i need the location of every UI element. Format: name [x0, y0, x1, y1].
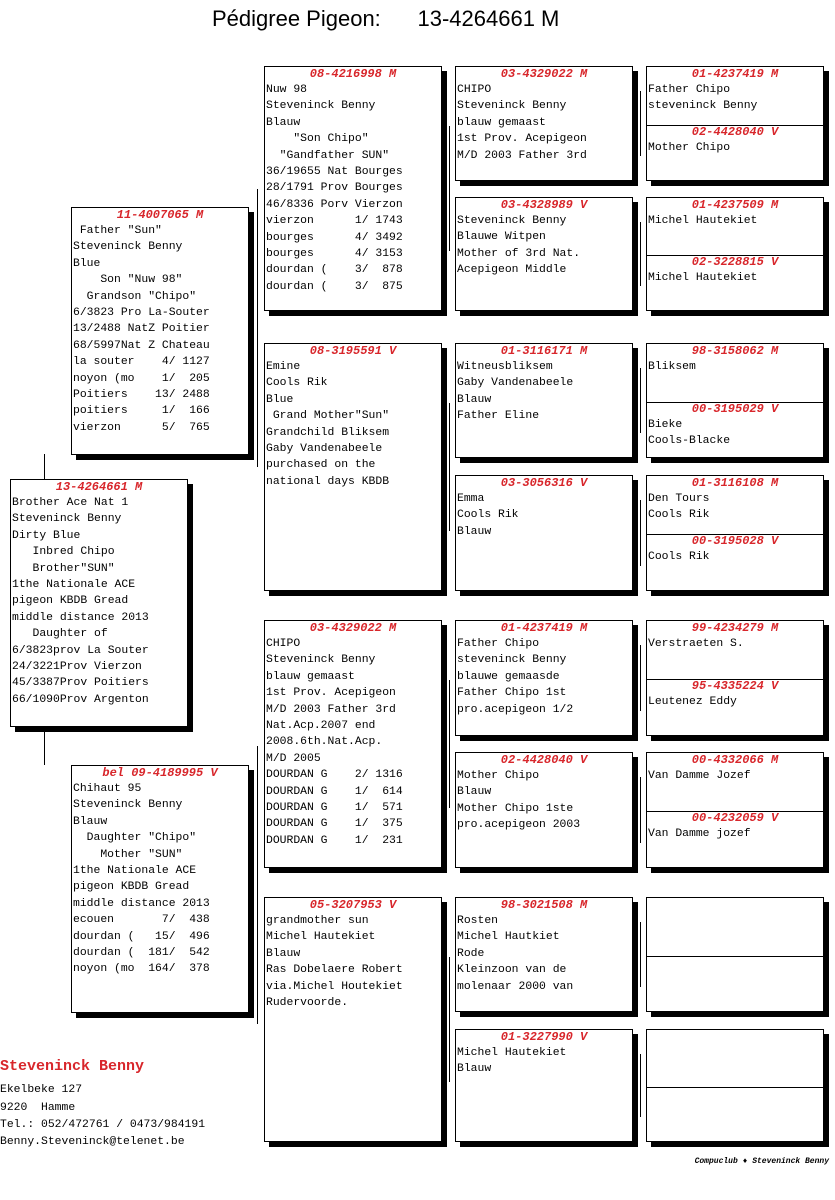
info-line: Son "Nuw 98"	[73, 274, 183, 287]
info-line: 1st Prov. Acepigeon	[266, 687, 396, 700]
info-line: pro.acepigeon 2003	[457, 819, 581, 832]
sire-section	[647, 198, 823, 255]
info-line: molenaar 2000 van	[457, 980, 574, 993]
info-line: CHIPO	[266, 638, 301, 650]
info-line: Steveninck Benny	[73, 799, 183, 812]
connector-line	[640, 645, 641, 711]
info-line: pro.acepigeon 1/2	[457, 703, 574, 716]
ring-number: 01-3116171 M	[500, 344, 588, 358]
info-line: vierzon 1/ 1743	[266, 215, 403, 228]
info-line: blauw gemaast	[266, 670, 355, 683]
mother-box	[71, 765, 249, 1013]
info-line: Cools-Blacke	[648, 435, 731, 448]
info-line: national days KBDB	[266, 475, 390, 488]
dam-section	[647, 679, 823, 735]
info-line: dourdan ( 3/ 875	[266, 280, 403, 293]
info-line: Cools Rik	[648, 551, 710, 563]
divider	[647, 255, 823, 256]
great-grandparent-box	[455, 752, 633, 868]
ring-number: 00-3195028 V	[691, 534, 779, 548]
info-line: Michel Hautekiet	[457, 1047, 567, 1059]
ancestor-pair-box	[646, 66, 824, 181]
ring-number: 05-3207953 V	[309, 898, 397, 912]
sire-section	[647, 753, 823, 811]
info-line: Michel Hautekiet	[648, 215, 758, 227]
divider	[647, 811, 823, 812]
grandparent-box	[264, 343, 442, 591]
ancestor-pair-box	[646, 1029, 824, 1142]
info-line: 6/3823 Pro La-Souter	[73, 307, 210, 320]
info-line: Mother "SUN"	[73, 848, 183, 861]
grandparent-box	[264, 897, 442, 1142]
info-line: Daughter of	[12, 628, 108, 641]
ring-number: 01-3227990 V	[500, 1030, 588, 1044]
ring-number: 13-4264661 M	[55, 480, 143, 494]
info-line: vierzon 5/ 765	[73, 421, 210, 434]
info-line: 2008.6th.Nat.Acp.	[266, 736, 383, 749]
info-line: purchased on the	[266, 459, 376, 472]
info-line: DOURDAN G 1/ 571	[266, 802, 403, 815]
ring-number: 01-4237419 M	[691, 67, 779, 81]
info-line: Grand Mother"Sun"	[266, 410, 390, 423]
info-line: Rode	[457, 947, 485, 960]
info-line: Michel Hautkiet	[457, 931, 560, 944]
info-line: Steveninck Benny	[73, 241, 183, 254]
info-line: Father Eline	[457, 410, 540, 423]
info-line: CHIPO	[457, 84, 492, 96]
footer-credit: Compuclub ♦ Steveninck Benny	[694, 1157, 829, 1166]
divider	[647, 125, 823, 126]
info-line: la souter 4/ 1127	[73, 356, 210, 369]
info-line: M/D 2005	[266, 752, 321, 765]
info-line: grandmother sun	[266, 915, 369, 927]
info-line: M/D 2003 Father 3rd	[457, 149, 587, 162]
ring-number: 02-3228815 V	[691, 255, 779, 269]
ring-number: bel 09-4189995 V	[102, 766, 218, 780]
info-line: pigeon KBDB Gread	[73, 881, 190, 894]
info-line: noyon (mo 164/ 378	[73, 963, 210, 976]
info-line: "Gandfather SUN"	[266, 149, 390, 162]
owner-email: Benny.Steveninck@telenet.be	[0, 1136, 185, 1148]
subject-pigeon-box	[10, 479, 188, 727]
ring-number	[647, 1087, 823, 1102]
ring-number: 08-4216998 M	[309, 67, 397, 81]
grandparent-box	[264, 66, 442, 311]
info-line: Bieke	[648, 419, 683, 431]
connector-line	[640, 91, 641, 156]
info-line: Grandson "Chipo"	[73, 290, 197, 303]
great-grandparent-box	[455, 1029, 633, 1142]
ring-number: 01-4237419 M	[500, 621, 588, 635]
great-grandparent-box	[455, 475, 633, 591]
info-line: Bliksem	[648, 361, 696, 373]
ring-number: 00-4332066 M	[691, 753, 779, 767]
info-line: Blauw	[266, 116, 301, 129]
info-line: 24/3221Prov Vierzon	[12, 661, 142, 674]
info-line: Daughter "Chipo"	[73, 832, 197, 845]
connector-line	[640, 922, 641, 987]
info-line: Brother Ace Nat 1	[12, 497, 129, 509]
info-line: dourdan ( 3/ 878	[266, 264, 403, 277]
info-line: "Son Chipo"	[266, 133, 369, 146]
divider	[647, 402, 823, 403]
info-line: Michel Hautekiet	[648, 272, 758, 284]
info-line: Father Chipo 1st	[457, 687, 567, 700]
info-line: Father "Sun"	[73, 225, 162, 237]
info-line: bourges 4/ 3492	[266, 231, 403, 244]
ring-number: 11-4007065 M	[116, 208, 204, 222]
info-line: Blue	[73, 257, 101, 270]
info-line: dourdan ( 181/ 542	[73, 947, 210, 960]
info-line: Mother Chipo	[648, 142, 731, 154]
ring-number: 02-4428040 V	[500, 753, 588, 767]
father-box	[71, 207, 249, 455]
info-line: Brother"SUN"	[12, 562, 115, 575]
ring-number: 95-4335224 V	[691, 679, 779, 693]
info-line: Blauw	[457, 525, 492, 538]
divider	[647, 679, 823, 680]
info-line: Poitiers 13/ 2488	[73, 389, 210, 402]
ring-number	[647, 898, 823, 913]
info-line: Blue	[266, 393, 294, 406]
grandparent-box	[264, 620, 442, 868]
info-line: ecouen 7/ 438	[73, 914, 210, 927]
info-line: Rudervoorde.	[266, 997, 349, 1010]
connector-line	[257, 189, 258, 467]
info-line: Ras Dobelaere Robert	[266, 964, 403, 977]
info-line: DOURDAN G 1/ 614	[266, 785, 403, 798]
info-line: 28/1791 Prov Bourges	[266, 182, 403, 195]
info-line: middle distance 2013	[12, 611, 149, 624]
connector-line	[449, 126, 450, 251]
info-line: Blauwe Witpen	[457, 231, 546, 244]
info-line: blauw gemaast	[457, 116, 546, 129]
info-line: Blauw	[457, 393, 492, 406]
info-line: Van Damme jozef	[648, 828, 751, 840]
connector-line	[44, 454, 45, 480]
owner-phone: Tel.: 052/472761 / 0473/984191	[0, 1119, 206, 1131]
info-line: Blauw	[457, 1063, 492, 1076]
info-line: 1st Prov. Acepigeon	[457, 133, 587, 146]
info-line: 45/3387Prov Poitiers	[12, 677, 149, 690]
info-line: Chihaut 95	[73, 783, 142, 795]
title-ring: 13-4264661 M	[417, 6, 560, 31]
info-line: steveninck Benny	[648, 100, 758, 113]
ring-number: 98-3158062 M	[691, 344, 779, 358]
divider	[647, 534, 823, 535]
info-line: 1the Nationale ACE	[12, 579, 136, 592]
ring-number: 03-4328989 V	[500, 198, 588, 212]
info-line: 36/19655 Nat Bourges	[266, 166, 403, 179]
great-grandparent-box	[455, 197, 633, 311]
info-line: DOURDAN G 2/ 1316	[266, 769, 403, 782]
ring-number: 01-4237509 M	[691, 198, 779, 212]
divider	[647, 956, 823, 957]
info-line: Father Chipo	[648, 84, 731, 96]
info-line: Witneusbliksem	[457, 361, 553, 373]
info-line: Emma	[457, 493, 485, 505]
title-label: Pédigree Pigeon:	[212, 6, 381, 31]
info-line: Nuw 98	[266, 84, 308, 96]
ancestor-pair-box	[646, 197, 824, 311]
info-line: Rosten	[457, 915, 499, 927]
ring-number: 02-4428040 V	[691, 125, 779, 139]
info-line: Leutenez Eddy	[648, 696, 737, 708]
info-line: Gaby Vandenabeele	[266, 443, 383, 456]
dam-section	[647, 534, 823, 590]
info-line: via.Michel Houtekiet	[266, 980, 403, 993]
dam-section	[647, 402, 823, 457]
connector-line	[640, 368, 641, 433]
great-grandparent-box	[455, 343, 633, 458]
info-line: Steveninck Benny	[12, 513, 122, 526]
info-line: Mother of 3rd Nat.	[457, 247, 581, 260]
owner-city: 9220 Hamme	[0, 1102, 76, 1114]
connector-line	[640, 1054, 641, 1117]
info-line: pigeon KBDB Gread	[12, 595, 129, 608]
ring-number: 08-3195591 V	[309, 344, 397, 358]
sire-section	[647, 621, 823, 679]
info-line: noyon (mo 1/ 205	[73, 372, 210, 385]
great-grandparent-box	[455, 66, 633, 181]
info-line: Father Chipo	[457, 638, 540, 650]
sire-section	[647, 898, 823, 956]
owner-name: Steveninck Benny	[0, 1058, 145, 1075]
ring-number	[647, 1030, 823, 1045]
info-line: 13/2488 NatZ Poitier	[73, 323, 210, 336]
info-line: Grandchild Bliksem	[266, 426, 390, 439]
connector-line	[640, 777, 641, 843]
info-line: Mother Chipo 1ste	[457, 802, 574, 815]
sire-section	[647, 476, 823, 534]
dam-section	[647, 125, 823, 180]
owner-address: Ekelbeke 127	[0, 1084, 83, 1096]
info-line: blauwe gemaasde	[457, 670, 560, 683]
info-line: Michel Hautekiet	[266, 931, 376, 944]
info-line: Steveninck Benny	[457, 215, 567, 227]
info-line: M/D 2003 Father 3rd	[266, 703, 396, 716]
info-line: Verstraeten S.	[648, 638, 744, 650]
connector-line	[449, 957, 450, 1082]
info-line: poitiers 1/ 166	[73, 405, 210, 418]
connector-line	[449, 403, 450, 531]
info-line: Van Damme Jozef	[648, 770, 751, 782]
ring-number: 00-3195029 V	[691, 402, 779, 416]
info-line: 6/3823prov La Souter	[12, 644, 149, 657]
info-line: middle distance 2013	[73, 897, 210, 910]
info-line: Dirty Blue	[12, 529, 81, 542]
ring-number: 01-3116108 M	[691, 476, 779, 490]
info-line: Steveninck Benny	[457, 100, 567, 113]
connector-line	[44, 727, 45, 765]
connector-line	[640, 500, 641, 566]
ring-number: 03-3056316 V	[500, 476, 588, 490]
info-line: bourges 4/ 3153	[266, 248, 403, 261]
great-grandparent-box	[455, 897, 633, 1012]
connector-line	[640, 222, 641, 286]
ring-number: 03-4329022 M	[309, 621, 397, 635]
sire-section	[647, 67, 823, 125]
ring-number: 03-4329022 M	[500, 67, 588, 81]
ring-number: 99-4234279 M	[691, 621, 779, 635]
info-line: DOURDAN G 1/ 375	[266, 818, 403, 831]
ancestor-pair-box	[646, 620, 824, 736]
ring-number: 98-3021508 M	[500, 898, 588, 912]
info-line: Cools Rik	[457, 509, 519, 522]
info-line: Acepigeon Middle	[457, 264, 567, 277]
ancestor-pair-box	[646, 897, 824, 1012]
info-line: dourdan ( 15/ 496	[73, 930, 210, 943]
sire-section	[647, 344, 823, 402]
info-line: Inbred Chipo	[12, 546, 115, 559]
connector-line	[257, 746, 258, 1024]
info-line: Blauw	[266, 947, 301, 960]
info-line: 66/1090Prov Argenton	[12, 693, 149, 706]
ancestor-pair-box	[646, 752, 824, 868]
info-line: steveninck Benny	[457, 654, 567, 667]
info-line: Nat.Acp.2007 end	[266, 720, 376, 733]
page-title	[212, 6, 559, 32]
great-grandparent-box	[455, 620, 633, 736]
dam-section	[647, 255, 823, 310]
info-line: Steveninck Benny	[266, 654, 376, 667]
ring-number: 00-4232059 V	[691, 811, 779, 825]
info-line: 46/8336 Porv Vierzon	[266, 198, 403, 211]
sire-section	[647, 1030, 823, 1087]
info-line: Gaby Vandenabeele	[457, 377, 574, 390]
info-line: Kleinzoon van de	[457, 964, 567, 977]
info-line: Cools Rik	[648, 509, 710, 522]
dam-section	[647, 811, 823, 867]
dam-section	[647, 956, 823, 1011]
dam-section	[647, 1087, 823, 1141]
info-line: Blauw	[457, 786, 492, 799]
divider	[647, 1087, 823, 1088]
info-line: Mother Chipo	[457, 770, 540, 782]
ancestor-pair-box	[646, 475, 824, 591]
ancestor-pair-box	[646, 343, 824, 458]
info-line: Emine	[266, 361, 301, 373]
info-line: 1the Nationale ACE	[73, 865, 197, 878]
info-line: Den Tours	[648, 493, 710, 505]
info-line: DOURDAN G 1/ 231	[266, 834, 403, 847]
info-line: Steveninck Benny	[266, 100, 376, 113]
info-line: 68/5997Nat Z Chateau	[73, 339, 210, 352]
info-line: Blauw	[73, 815, 108, 828]
ring-number	[647, 956, 823, 971]
info-line: Cools Rik	[266, 377, 328, 390]
connector-line	[449, 680, 450, 808]
